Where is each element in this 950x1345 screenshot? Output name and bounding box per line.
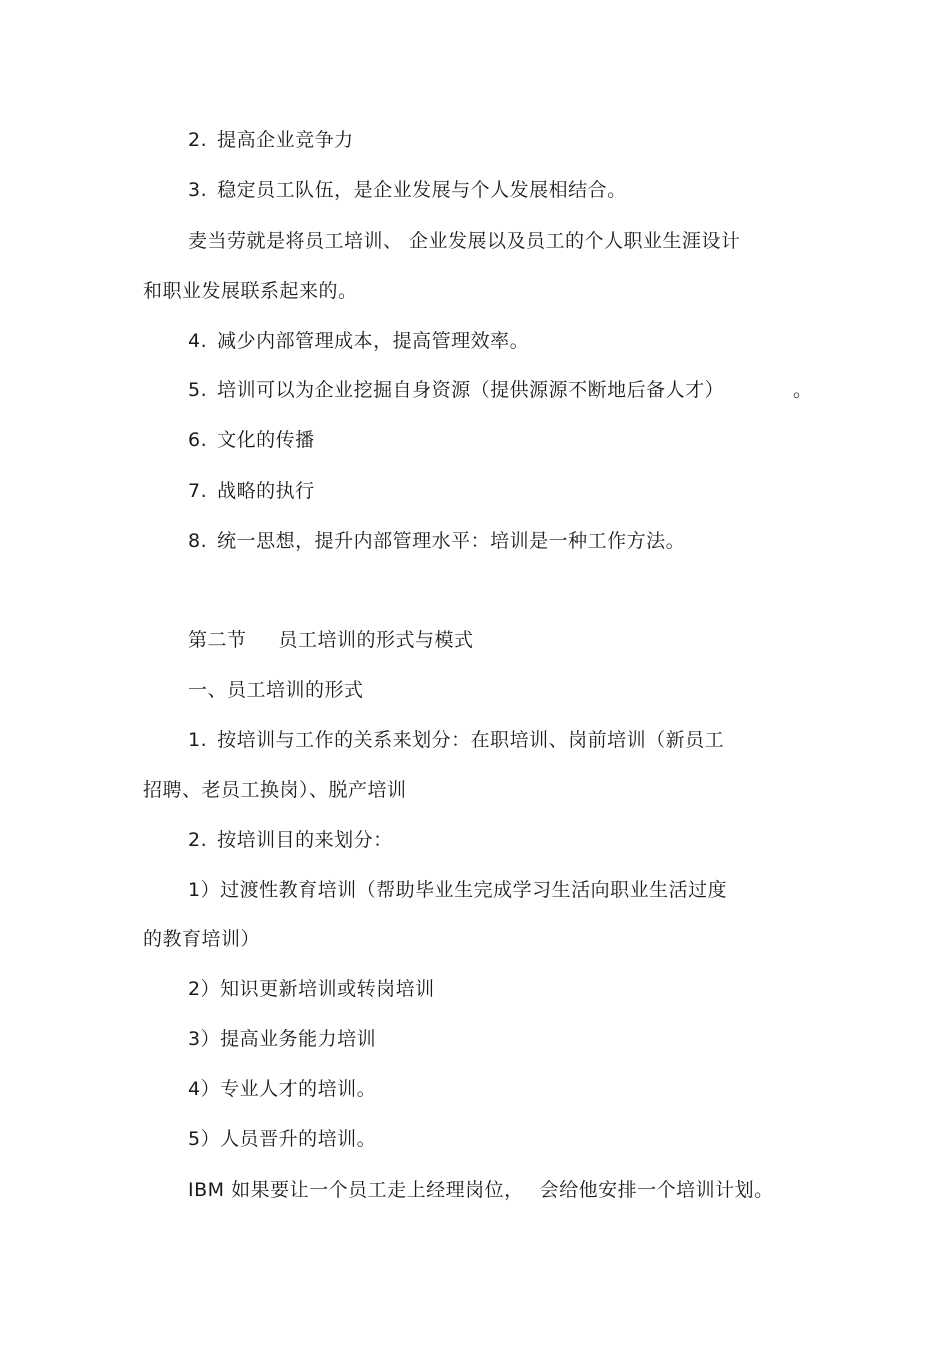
paragraph-line: 的教育培训） (143, 928, 261, 950)
list-text: 减少内部管理成本，提高管理效率。 (217, 330, 530, 352)
paragraph-text: IBM 如果要让一个员工走上经理岗位， (188, 1179, 524, 1201)
list-text: 战略的执行 (217, 480, 315, 502)
section-number: 第二节 (188, 629, 247, 651)
paragraph-line: 招聘、老员工换岗）、脱产培训 (143, 779, 407, 801)
list-item (188, 329, 529, 353)
list-number: 2. (188, 129, 208, 151)
section-title: 员工培训的形式与模式 (278, 629, 474, 651)
sub-list-item: 3）提高业务能力培训 (188, 1028, 377, 1050)
sub-list-item: 5）人员晋升的培训。 (188, 1128, 377, 1150)
paragraph-line: 和职业发展联系起来的。 (143, 280, 358, 302)
list-item (188, 479, 315, 503)
list-number: 6. (188, 429, 208, 451)
list-number: 5. (188, 379, 208, 401)
section-heading (188, 628, 474, 652)
list-item (188, 828, 393, 852)
paragraph-text: 会给他安排一个培训计划。 (539, 1179, 774, 1201)
list-text: 按培训目的来划分： (217, 829, 393, 851)
list-number: 7. (188, 480, 208, 502)
list-text-tail: 。 (793, 379, 813, 401)
paragraph-line: 麦当劳就是将员工培训、 企业发展以及员工的个人职业生涯设计 (188, 230, 741, 252)
list-number: 3. (188, 179, 208, 201)
list-item (188, 728, 724, 752)
subsection-heading: 一、员工培训的形式 (188, 679, 364, 701)
sub-list-item: 1）过渡性教育培训（帮助毕业生完成学习生活向职业生活过度 (188, 879, 728, 901)
list-text: 文化的传播 (217, 429, 315, 451)
list-number: 2. (188, 829, 208, 851)
list-item (188, 128, 354, 152)
list-text: 提高企业竞争力 (217, 129, 354, 151)
sub-list-item: 4）专业人才的培训。 (188, 1078, 377, 1100)
list-item (188, 529, 685, 553)
list-item (188, 178, 627, 202)
list-item (188, 378, 724, 402)
list-text: 培训可以为企业挖掘自身资源（提供源源不断地后备人才） (217, 379, 725, 401)
sub-list-item: 2）知识更新培训或转岗培训 (188, 978, 435, 1000)
list-number: 4. (188, 330, 208, 352)
list-item (188, 428, 315, 452)
paragraph-line (188, 1178, 774, 1202)
list-number: 1. (188, 729, 208, 751)
list-text: 按培训与工作的关系来划分：在职培训、岗前培训（新员工 (217, 729, 725, 751)
list-text: 稳定员工队伍，是企业发展与个人发展相结合。 (217, 179, 627, 201)
list-number: 8. (188, 530, 208, 552)
list-text: 统一思想，提升内部管理水平：培训是一种工作方法。 (217, 530, 686, 552)
